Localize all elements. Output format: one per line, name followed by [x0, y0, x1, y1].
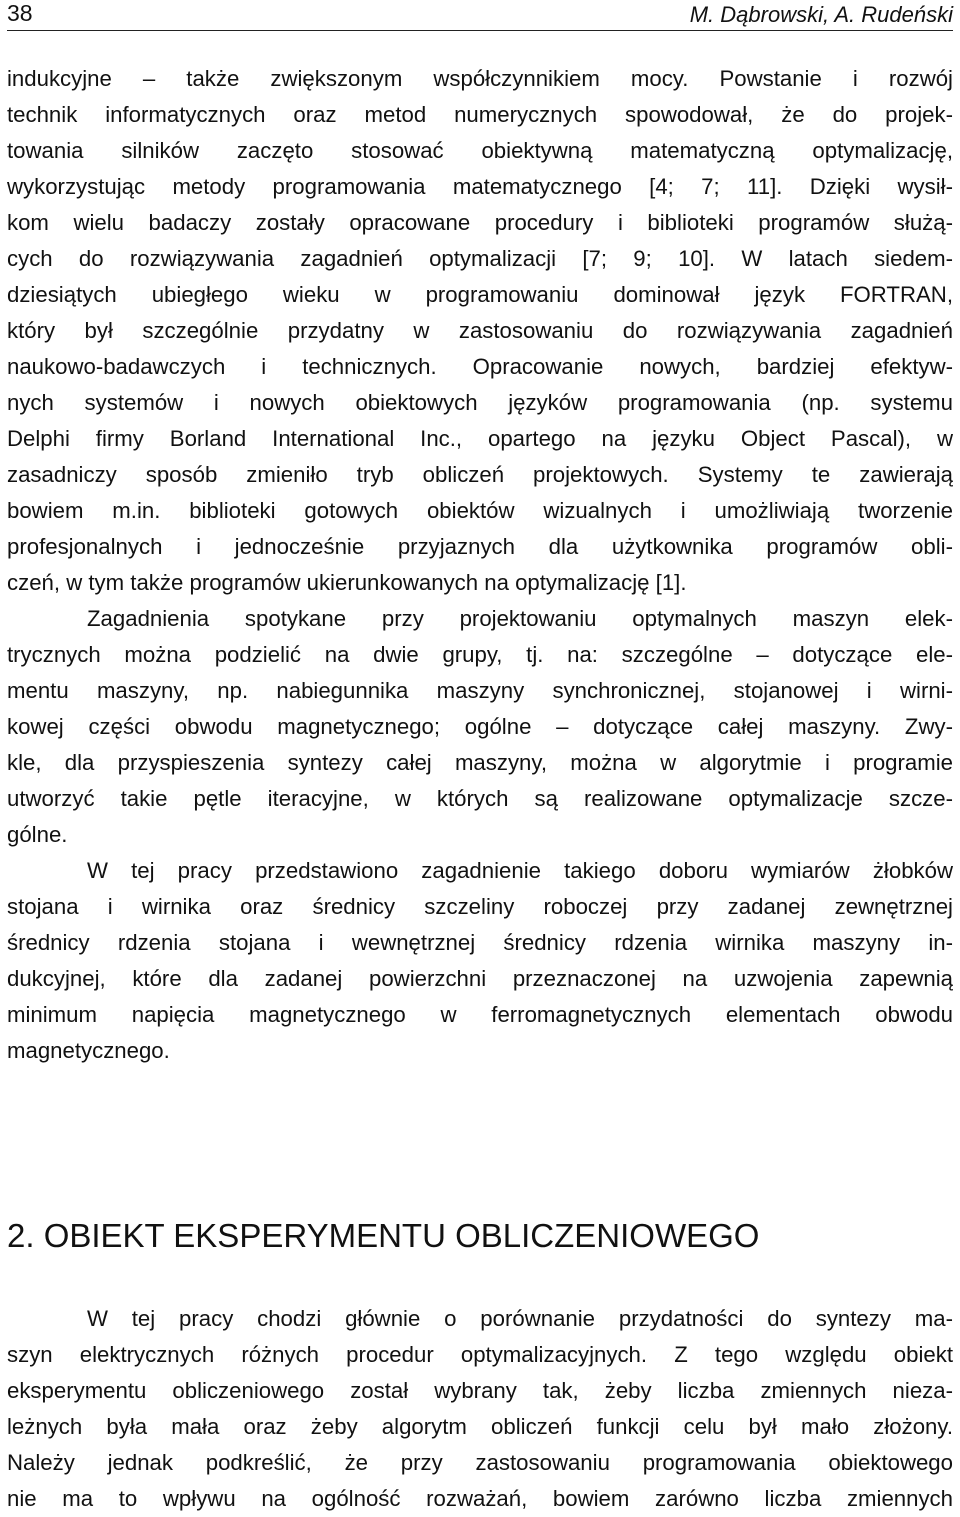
paragraph-4 [7, 1301, 953, 1517]
text-line: leżnych była mała oraz żeby algorytm obliczeń funkcji celu był mało złożony. [7, 1414, 953, 1439]
text-line: indukcyjne – także zwiększonym współczynnikiem mocy. Powstanie i rozwój [7, 66, 953, 91]
text-line: zasadniczy sposób zmieniło tryb obliczeń projektowych. Systemy te zawierają [7, 462, 953, 487]
text-line: W tej pracy przedstawiono zagadnienie takiego doboru wymiarów żłobków [87, 858, 953, 883]
text-line: naukowo-badawczych i technicznych. Opracowanie nowych, bardziej efektyw- [7, 354, 953, 379]
text-line: wykorzystując metody programowania matematycznego [4; 7; 11]. Dzięki wysił- [7, 174, 953, 199]
text-line: minimum napięcia magnetycznego w ferromagnetycznych elementach obwodu [7, 1002, 953, 1027]
text-line: cych do rozwiązywania zagadnień optymalizacji [7; 9; 10]. W latach siedem- [7, 246, 953, 271]
text-line: eksperymentu obliczeniowego został wybrany tak, żeby liczba zmiennych nieza- [7, 1378, 953, 1403]
text-line: Zagadnienia spotykane przy projektowaniu optymalnych maszyn elek- [87, 606, 953, 631]
text-line: czeń, w tym także programów ukierunkowanych na optymalizację [1]. [7, 570, 687, 595]
text-line: technik informatycznych oraz metod numerycznych spowodował, że do projek- [7, 102, 953, 127]
text-line: bowiem m.in. biblioteki gotowych obiektów wizualnych i umożliwiają tworzenie [7, 498, 953, 523]
page-header [7, 0, 953, 31]
running-head-authors: M. Dąbrowski, A. Rudeński [689, 2, 953, 27]
text-line: profesjonalnych i jednocześnie przyjaznych dla użytkownika programów obli- [7, 534, 953, 559]
text-line: stojana i wirnika oraz średnicy szczeliny roboczej przy zadanej zewnętrznej [7, 894, 953, 919]
text-line: nie ma to wpływu na ogólność rozważań, bowiem zarówno liczba zmiennych [7, 1486, 953, 1511]
text-line: gólne. [7, 822, 68, 847]
text-line: mentu maszyny, np. nabiegunnika maszyny synchronicznej, stojanowej i wirni- [7, 678, 953, 703]
text-line: trycznych można podzielić na dwie grupy, tj. na: szczególne – dotyczące ele- [7, 642, 953, 667]
text-line: szyn elektrycznych różnych procedur optymalizacyjnych. Z tego względu obiekt [7, 1342, 953, 1367]
text-line: Należy jednak podkreślić, że przy zastosowaniu programowania obiektowego [7, 1450, 953, 1475]
text-line: kom wielu badaczy zostały opracowane procedury i biblioteki programów służą- [7, 210, 953, 235]
text-line: towania silników zaczęto stosować obiektywną matematyczną optymalizację, [7, 138, 953, 163]
paragraph-1 [7, 61, 953, 1069]
text-line: magnetycznego. [7, 1038, 170, 1063]
text-line: który był szczególnie przydatny w zastosowaniu do rozwiązywania zagadnień [7, 318, 953, 343]
page-number: 38 [7, 0, 33, 26]
text-line: średnicy rdzenia stojana i wewnętrznej średnicy rdzenia wirnika maszyny in- [7, 930, 953, 955]
text-line: nych systemów i nowych obiektowych języków programowania (np. systemu [7, 390, 953, 415]
text-line: kowej części obwodu magnetycznego; ogólne – dotyczące całej maszyny. Zwy- [7, 714, 953, 739]
text-line: dukcyjnej, które dla zadanej powierzchni przeznaczonej na uzwojenia zapewnią [7, 966, 953, 991]
text-line: kle, dla przyspieszenia syntezy całej maszyny, można w algorytmie i programie [7, 750, 953, 775]
text-line: Delphi firmy Borland International Inc., opartego na języku Object Pascal), w [7, 426, 953, 451]
text-line: dziesiątych ubiegłego wieku w programowaniu dominował język FORTRAN, [7, 282, 953, 307]
section-heading: 2. OBIEKT EKSPERYMENTU OBLICZENIOWEGO [7, 1217, 760, 1254]
text-line: utworzyć takie pętle iteracyjne, w których są realizowane optymalizacje szcze- [7, 786, 953, 811]
text-line: W tej pracy chodzi głównie o porównanie przydatności do syntezy ma- [87, 1306, 953, 1331]
